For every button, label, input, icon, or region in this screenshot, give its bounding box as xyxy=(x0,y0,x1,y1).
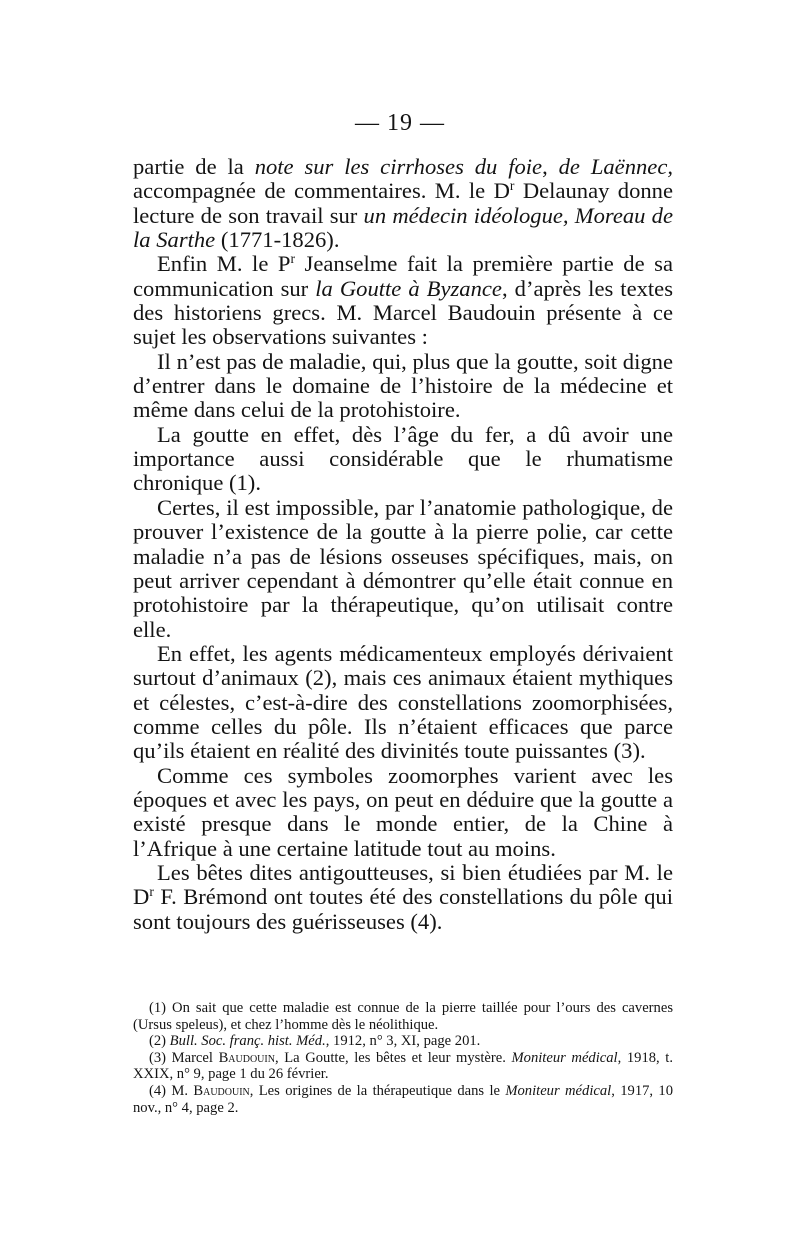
text-run: Baudouin xyxy=(193,1082,250,1099)
text-run: Certes, il est impossible, par l’anatomie pathologique, de prouver l’existence de la goutte à la pierre polie, car cette maladie n’a pas de lésions osseuses spécifiques, mais, on peut arriver cependant à démontrer qu’elle était connue en protohistoire par la thérapeutique, qu’on utilisait contre elle. xyxy=(133,494,673,642)
paragraph xyxy=(133,155,673,252)
italic-text: Bull. Soc. franç. hist. Méd. xyxy=(169,1033,326,1050)
text-run: F. Brémond ont toutes été des constellations du pôle qui sont toujours des guérisseuses (4). xyxy=(133,884,673,934)
text-run: (2) xyxy=(149,1033,170,1050)
text-run: (1771-1826). xyxy=(215,227,340,253)
paragraph xyxy=(133,764,673,861)
paragraph xyxy=(133,252,673,349)
footnote xyxy=(133,1033,673,1050)
text-run: En effet, les agents médicamenteux employés dérivaient surtout d’animaux (2), mais ces animaux étaient mythiques et célestes, c’est-à-dire des constellations zoomorphisées, comme celles du pôle. Ils n’étaient efficaces que parce qu’ils étaient en réalité des divinités toute puissantes (3). xyxy=(133,640,673,764)
text-run: , La Goutte, les bêtes et leur mystère. xyxy=(274,1049,512,1066)
italic-text: un médecin idéologue, Moreau de la Sarthe xyxy=(133,202,673,253)
text-run: , 1917, 10 nov., n° 4, page 2. xyxy=(133,1082,674,1116)
text-run: accompagnée de commentaires. M. le D xyxy=(133,178,510,204)
paragraph xyxy=(133,861,673,934)
text-run: , Les origines de la thérapeutique dans le xyxy=(249,1082,506,1099)
footnote xyxy=(133,1000,673,1033)
superscript: r xyxy=(290,251,295,267)
page-number: — 19 — xyxy=(355,110,445,136)
text-run: (1) On sait que cette maladie est connue de la pierre taillée pour l’ours des cavernes (Ursus speleus), et chez l’homme dès le néolithique. xyxy=(133,1000,673,1033)
text-run: Il n’est pas de maladie, qui, plus que la goutte, soit digne d’entrer dans le domaine de l’histoire de la médecine et même dans celui de la protohistoire. xyxy=(133,348,673,423)
text-run: Baudouin xyxy=(218,1049,275,1066)
italic-text: Moniteur médical xyxy=(511,1049,618,1066)
text-run: (3) Marcel xyxy=(149,1049,219,1066)
text-run: , d’après les textes des historiens grecs. M. Marcel Baudouin présente à ce sujet les observations suivantes : xyxy=(133,275,673,350)
superscript: r xyxy=(509,178,515,194)
text-run: La goutte en effet, dès l’âge du fer, a dû avoir une importance aussi considérable que le rhumatisme chronique (1). xyxy=(133,421,673,496)
text-run: , 1912, n° 3, XI, page 201. xyxy=(325,1033,481,1050)
body-text xyxy=(133,155,673,934)
italic-text: note sur les cirrhoses du foie xyxy=(254,154,543,179)
text-run: Comme ces symboles zoomorphes varient avec les époques et avec les pays, on peut en déduire que la goutte a existé presque dans le monde entier, de la Chine à l’Afrique à une certaine latitude tout au moins. xyxy=(133,762,673,861)
text-run: partie de la xyxy=(133,154,255,179)
text-run: Enfin M. le P xyxy=(157,251,291,277)
text-run: Delaunay donne lecture de son travail sur xyxy=(133,178,673,228)
footnotes xyxy=(133,1000,673,1116)
paragraph xyxy=(133,642,673,764)
italic-text: la Goutte à Byzance xyxy=(315,275,502,301)
paragraph xyxy=(133,496,673,642)
text-run: (4) M. xyxy=(149,1082,194,1099)
italic-text: Moniteur médical xyxy=(505,1082,612,1099)
italic-text: de Laënnec, xyxy=(558,154,674,179)
footnote xyxy=(133,1083,673,1116)
superscript: r xyxy=(149,884,154,900)
footnote xyxy=(133,1050,673,1083)
paragraph xyxy=(133,350,673,423)
paragraph xyxy=(133,423,673,496)
text-run: Les bêtes dites antigoutteuses, si bien étudiées par M. le D xyxy=(133,859,673,910)
text-run: , 1918, t. XXIX, n° 9, page 1 du 26 février. xyxy=(133,1049,674,1083)
text-run: , xyxy=(542,154,559,179)
text-run: Jeanselme fait la première partie de sa communication sur xyxy=(133,251,673,301)
